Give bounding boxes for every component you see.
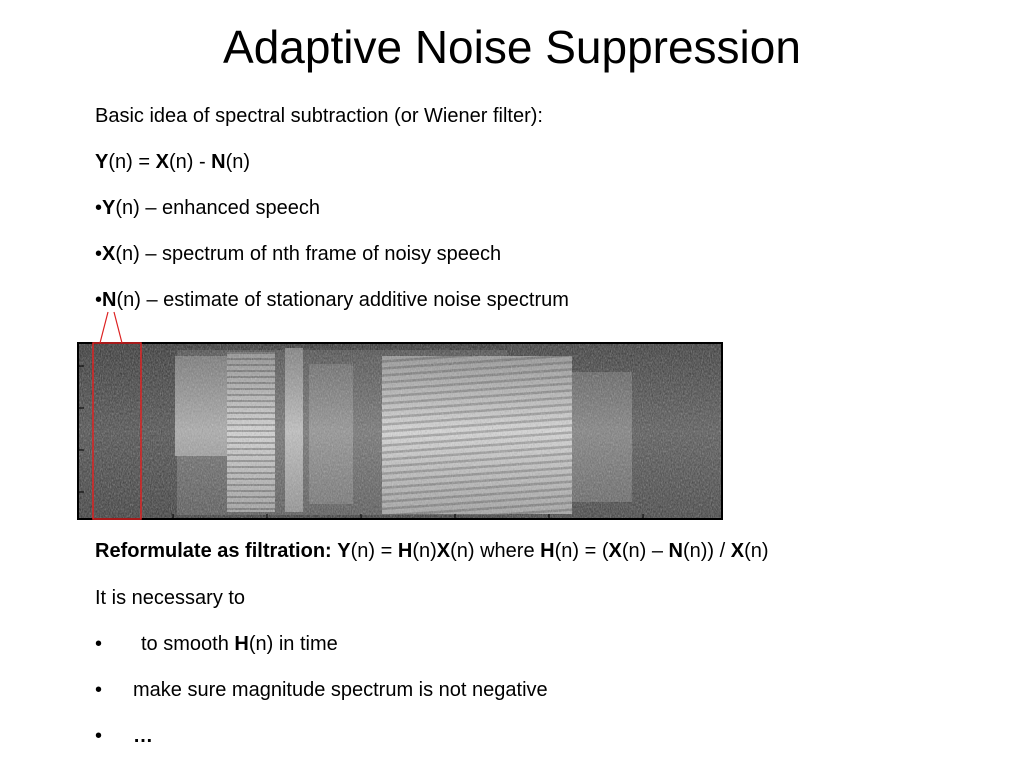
bullet: • (95, 197, 103, 219)
def-item-n (95, 287, 569, 313)
todo-text: … (133, 725, 153, 747)
todo-text: to smooth (141, 633, 235, 655)
callout-line-right (114, 312, 122, 343)
bullet: • (95, 289, 103, 311)
eq-part: (n)) / (682, 540, 731, 562)
x-symbol: X (436, 540, 451, 562)
eq-part: (n) = ( (554, 540, 609, 562)
y-symbol: Y (95, 151, 109, 173)
equation-line (95, 149, 250, 175)
eq-part: (n) = (350, 540, 398, 562)
def-symbol: X (102, 243, 116, 265)
x-symbol: X (608, 540, 622, 562)
x-symbol: X (730, 540, 745, 562)
bullet: • (95, 243, 103, 265)
spectrogram-svg (77, 342, 723, 520)
n-symbol: N (211, 151, 226, 173)
h-symbol: H (397, 540, 413, 562)
y-symbol: Y (337, 540, 351, 562)
intro-text: Basic idea of spectral subtraction (or Wiener filter): (95, 105, 543, 127)
eq-part: (n) - (168, 151, 212, 173)
eq-part: (n) – (621, 540, 669, 562)
reformulate-line (95, 538, 769, 564)
def-symbol: N (102, 289, 117, 311)
eq-part: (n) (412, 540, 437, 562)
def-item-x (95, 241, 501, 267)
bullet: • (95, 679, 103, 701)
slide-title: Adaptive Noise Suppression (223, 21, 801, 73)
def-text: (n) – enhanced speech (115, 197, 320, 219)
eq-part: (n) = (108, 151, 156, 173)
todo-item-ellipsis (95, 723, 153, 749)
h-symbol: H (540, 540, 555, 562)
todo-item-smooth (95, 631, 338, 657)
eq-part: (n) (225, 151, 251, 173)
h-symbol: H (234, 633, 249, 655)
x-symbol: X (155, 151, 169, 173)
def-text: (n) – spectrum of nth frame of noisy speech (115, 243, 502, 265)
bullet: • (95, 633, 103, 655)
eq-part: (n) (744, 540, 769, 562)
necessary-text: It is necessary to (95, 587, 246, 609)
n-symbol: N (668, 540, 683, 562)
reformulate-label: Reformulate as filtration: (95, 540, 332, 562)
callout-line-left (100, 312, 108, 343)
todo-item-magnitude (95, 677, 548, 703)
todo-text: (n) in time (248, 633, 338, 655)
eq-part: (n) where (450, 540, 541, 562)
def-symbol: Y (102, 197, 116, 219)
bullet: • (95, 725, 103, 747)
todo-text: make sure magnitude spectrum is not negative (133, 679, 548, 701)
def-item-y (95, 195, 320, 221)
spectrogram-image (77, 342, 723, 520)
def-text: (n) – estimate of stationary additive noise spectrum (116, 289, 569, 311)
